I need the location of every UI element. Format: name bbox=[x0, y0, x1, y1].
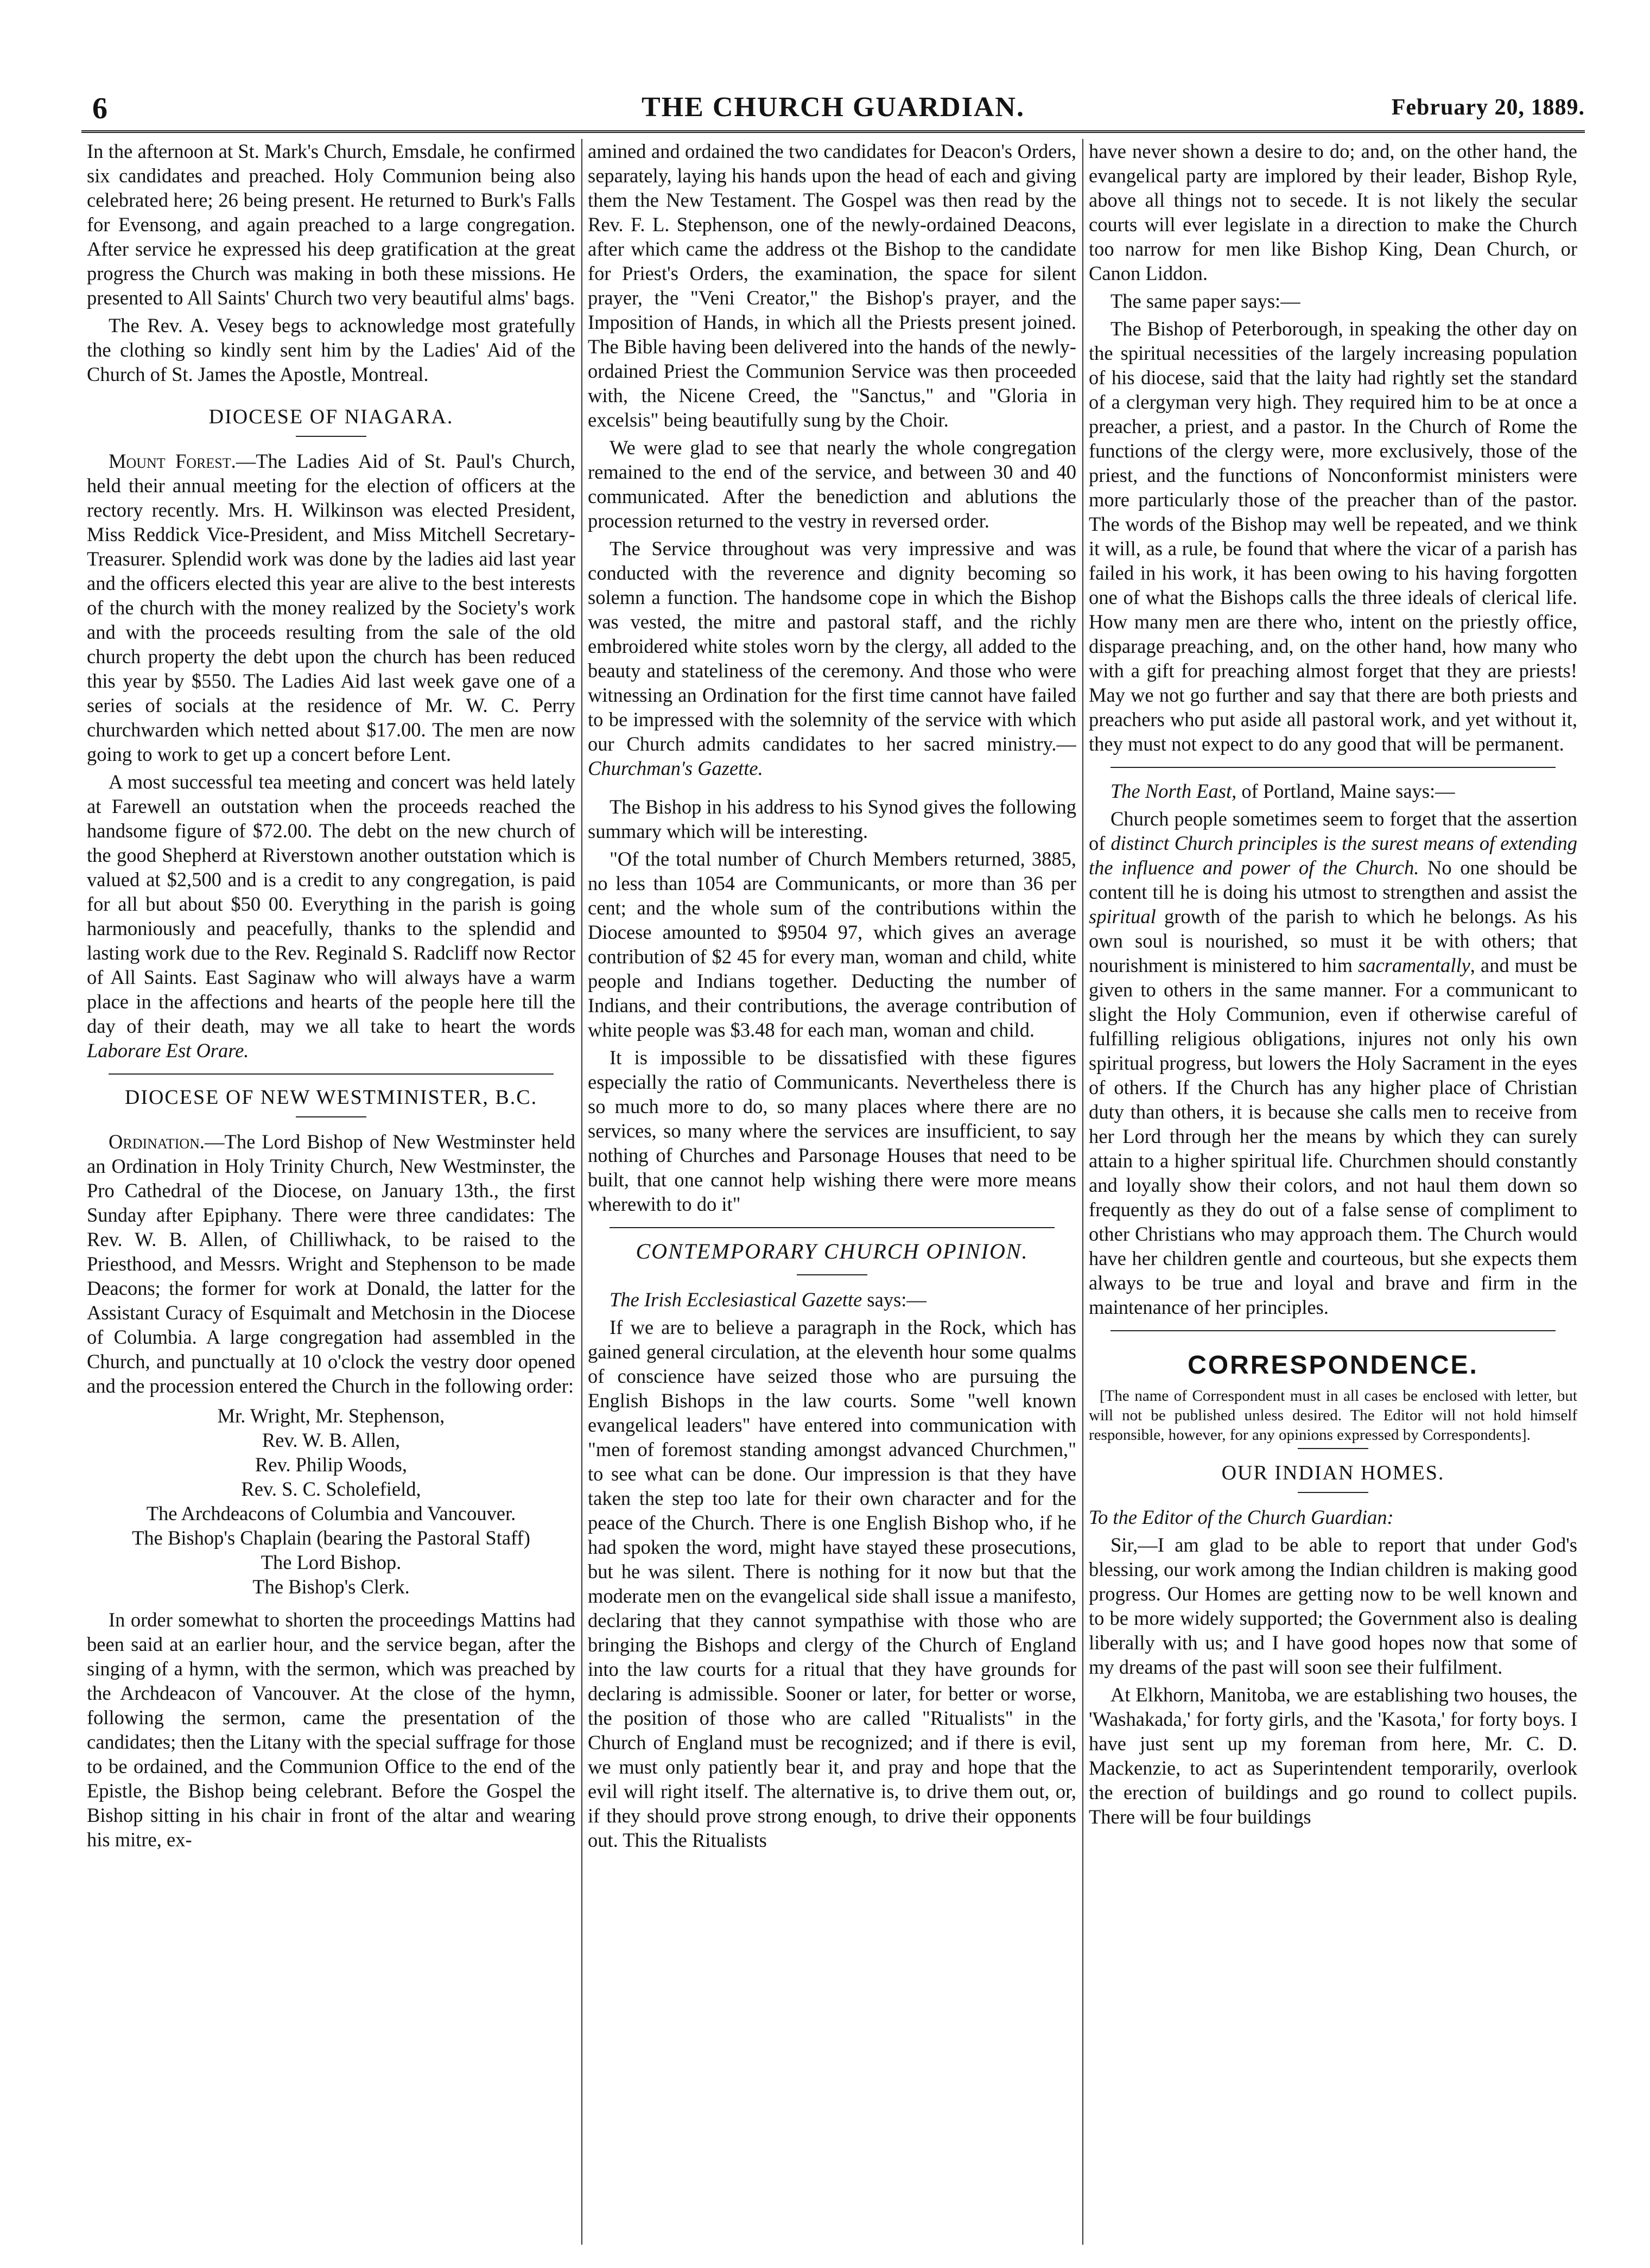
emphasis: distinct Church principles is the surest means of extending the influence and power of the Church. bbox=[1089, 832, 1577, 879]
paragraph: The same paper says:— bbox=[1110, 290, 1300, 312]
heading-rule bbox=[1298, 1492, 1368, 1493]
section-heading-niagara: DIOCESE OF NIAGARA. bbox=[208, 405, 454, 428]
paragraph-text: No one should be content till he is doing his utmost to strengthen and assist the bbox=[1089, 856, 1577, 903]
masthead bbox=[81, 87, 1585, 125]
motto: Laborare Est Orare. bbox=[87, 1039, 249, 1062]
paragraph bbox=[87, 770, 575, 1063]
paragraph-lead: Mount Forest. bbox=[109, 450, 236, 472]
procession-item: Rev. W. B. Allen, bbox=[262, 1429, 401, 1451]
procession-item: The Bishop's Chaplain (bearing the Pastoral Staff) bbox=[132, 1527, 530, 1549]
procession-item: Rev. Philip Woods, bbox=[255, 1453, 407, 1476]
paragraph: The Rev. A. Vesey begs to acknowledge most gratefully the clothing so kindly sent him by the Ladies' Aid of the Church of St. James the Apostle, Montreal. bbox=[87, 314, 575, 385]
salutation-text: To the Editor of the Church Guardian: bbox=[1089, 1506, 1394, 1528]
paragraph: Sir,—I am glad to be able to report that under God's blessing, our work among the Indian children is making good progress. Our Homes are getting now to be well known and to be more widely supported; the Government also is dealing liberally with us; and I have good hopes now that some of my dreams of the past will soon see their fulfilment. bbox=[1089, 1534, 1577, 1678]
paragraph: The Bishop of Peterborough, in speaking the other day on the spiritual necessities of the largely increasing population of his diocese, said that the laity had rightly set the standard of a clergyman very high. They required him to be at once a preacher, a priest, and a pastor. In the Church of Rome the functions of the clergy were, more exclusively, those of the priest, and the functions of Nonconformist ministers were more particularly those of the preacher than of the pastor. The words of the Bishop may well be repeated, and we think it will, as a rule, be found that where the vicar of a parish has failed in his work, it has been owing to his having forgotten one of what the Bishops calls the three ideals of clerical life. How many men are there who, intent on the priestly office, disparage preaching, and, on the other hand, how many who with a gift for preaching almost forget that they are priests! May we not go further and say that there are both priests and preachers who put aside all pastoral work, and yet without it, they must not expect to do any good that will be permanent. bbox=[1089, 317, 1577, 755]
paragraph-text: —The Lord Bishop of New Westminster held an Ordination in Holy Trinity Church, New Westminster, the Pro Cathedral of the Diocese, on January 13th., the first Sunday after Epiphany. There were three candidates: The Rev. W. B. Allen, of Chilliwhack, to be raised to the Priesthood, and Messrs. Wright and Stephenson to be made Deacons; the former for work at Donald, the latter for the Assistant Curacy of Esquimalt and Metchosin in the Diocese of Columbia. A large congregation had assembled in the Church, and punctually at 10 o'clock the vestry door opened and the procession entered the Church in the following order: bbox=[87, 1130, 575, 1397]
paragraph-text: —The Ladies Aid of St. Paul's Church, held their annual meeting for the election of officers at the rectory recently. Mrs. H. Wilkinson was elected President, Miss Reddick Vice-President, and Miss Mitchell Secretary-Treasurer. Splendid work was done by the ladies aid last year and the officers elected this year are alive to the best interests of the church with the money realized by the Society's work and with the proceeds resulting from the sale of the old church property the debt upon the church has been reduced this year by $550. The Ladies Aid last week gave one of a series of socials at the residence of Mr. W. C. Perry churchwarden which netted about $17.00. The men are now going to work to get up a concert before Lent. bbox=[87, 450, 575, 765]
paragraph: The Bishop in his address to his Synod gives the following summary which will be interesting. bbox=[588, 796, 1076, 842]
procession-item: Mr. Wright, Mr. Stephenson, bbox=[217, 1405, 445, 1427]
salutation bbox=[1089, 1505, 1577, 1529]
heading-rule bbox=[296, 436, 366, 437]
paragraph-text: Church people sometimes seem to forget that the assertion of bbox=[1089, 808, 1577, 854]
paragraph-lead: Ordination. bbox=[109, 1130, 205, 1153]
section-heading-correspondence: CORRESPONDENCE. bbox=[1188, 1351, 1478, 1380]
heading-rule bbox=[296, 1116, 366, 1117]
paragraph-text: The Service throughout was very impressive and was conducted with the reverence and dignity becoming so solemn a function. The handsome cope in which the Bishop was vested, the mitre and pastoral staff, and the richly embroidered white stoles worn by the clergy, all added to the beauty and stateliness of the ceremony. And those who were witnessing an Ordination for the first time cannot have failed to be impressed with the solemnity of the service with which our Church admits candidates to her sacred ministry.— bbox=[588, 537, 1076, 755]
emphasis: spiritual bbox=[1089, 905, 1156, 927]
column-divider bbox=[581, 139, 582, 2245]
paragraph bbox=[87, 1129, 575, 1398]
paragraph: have never shown a desire to do; and, on the other hand, the evangelical party are implored by their leader, Bishop Ryle, above all things not to secede. It is not likely the secular courts will ever legislate in a direction to make the Church too narrow for men like Bishop King, Dean Church, or Canon Liddon. bbox=[1089, 140, 1577, 284]
section-rule bbox=[1110, 1330, 1556, 1331]
heading-rule bbox=[1298, 1448, 1368, 1449]
emphasis: sacramentally bbox=[1358, 954, 1470, 976]
paragraph bbox=[1089, 806, 1577, 1319]
paragraph-text: , and must be given to others in the same manner. For a communicant to slight the Holy Communion, even if otherwise careful of fulfilling religious obligations, injures not only his own spiritual progress, but lowers the Holy Sacrament in the eyes of others. If the Church has any higher place of Christian duty than others, it is because she calls men to receive from her Lord through her the means by which they can surely attain to a higher spiritual life. Churchmen should constantly and loyally show their colors, and not haul them down so frequently as they do out of a false sense of compliment to other Christians who may approach them. The Church would have her children gentle and courteous, but she expects them always to be true and loyal and brave and firm in the maintenance of her principles. bbox=[1089, 954, 1577, 1318]
source-citation: The North East, bbox=[1110, 780, 1237, 802]
procession-item: The Lord Bishop. bbox=[261, 1551, 402, 1573]
paragraph: "Of the total number of Church Members returned, 3885, no less than 1054 are Communicants, or more than 36 per cent; and the whole sum of the contributions within the Diocese amounted to $9504 97, which gives an average contribution of $2 45 for every man, woman and child, white people and Indians together. Deducting the number of Indians, and their contributions, the average contribution of white people was $3.48 for each man, woman and child. bbox=[588, 848, 1076, 1041]
column-3 bbox=[1089, 139, 1577, 2245]
paragraph: At Elkhorn, Manitoba, we are establishing two houses, the 'Washakada,' for forty girls, and the 'Kasota,' for forty boys. I have just sent up my foreman from here, Mr. C. D. Mackenzie, to act as Superintendent temporarily, overlook the erection of buildings and go round to collect pupils. There will be four buildings bbox=[1089, 1683, 1577, 1828]
section-heading-opinion: CONTEMPORARY CHURCH OPINION. bbox=[636, 1239, 1029, 1263]
paragraph bbox=[1089, 779, 1577, 803]
paragraph: amined and ordained the two candidates for Deacon's Orders, separately, laying his hands upon the head of each and giving them the New Testament. The Gospel was then read by the Rev. F. L. Stephenson, one of the newly-ordained Deacons, after which came the address ot the Bishop to the candidate for Priest's Orders, the examination, the space for silent prayer, the "Veni Creator," the Bishop's prayer, and the Imposition of Hands, in which all the Priests present joined. The Bible having been delivered into the hands of the newly-ordained Priest the Communion Service was then proceeded with, the Nicene Creed, the "Sanctus," and "Gloria in excelsis" being beautifully sung by the Choir. bbox=[588, 140, 1076, 431]
procession-list bbox=[87, 1403, 575, 1599]
procession-item: The Archdeacons of Columbia and Vancouver. bbox=[146, 1502, 516, 1524]
procession-item: The Bishop's Clerk. bbox=[252, 1575, 410, 1598]
paragraph: It is impossible to be dissatisfied with these figures especially the ratio of Communicants. Nevertheless there is so much more to do, so many places where there are no services, so many where the services are insufficient, to say nothing of Churches and Parsonage Houses that need to be built, that one cannot help wishing there were more means wherewith to do it" bbox=[588, 1046, 1076, 1215]
paragraph-text: of Portland, Maine says:— bbox=[1236, 780, 1455, 802]
paragraph: We were glad to see that nearly the whole congregation remained to the end of the service, and between 30 and 40 communicated. After the benediction and ablutions the procession returned to the vestry in reversed order. bbox=[588, 436, 1076, 532]
source-citation: The Irish Ecclesiastical Gazette bbox=[610, 1288, 862, 1311]
paragraph: In the afternoon at St. Mark's Church, Emsdale, he confirmed six candidates and preached. Holy Communion being also celebrated here; 26 being present. He returned to Burk's Falls for Evensong, and again preached to a large congregation. After service he expressed his deep gratification at the great progress the Church was making in both these missions. He presented to All Saints' Church two very beautiful alms' bags. bbox=[87, 140, 575, 309]
editor-note: [The name of Correspondent must in all cases be enclosed with letter, but will not be published unless desired. The Editor will not hold himself responsible, however, for any opinions expressed by Correspondents]. bbox=[1089, 1387, 1577, 1444]
section-rule bbox=[610, 1227, 1055, 1228]
source-citation: Churchman's Gazette. bbox=[588, 757, 763, 779]
paragraph-text: A most successful tea meeting and concert was held lately at Farewell an outstation when the proceeds reached the handsome figure of $72.00. The debt on the new church of the good Shepherd at Riverstown another outstation which is valued at $2,500 and is a credit to any congregation, is paid for all but about $50 00. Everything in the parish is going harmoniously and peacefully, thanks to the splendid and lasting work due to the Rev. Reginald S. Radcliff now Rector of All Saints. East Saginaw who will always have a warm place in the affections and hearts of the people here till the day of their death, may we all take to heart the words bbox=[87, 771, 575, 1037]
paragraph bbox=[588, 536, 1076, 780]
section-rule bbox=[1110, 767, 1556, 768]
column-2 bbox=[588, 139, 1076, 2245]
paragraph-text: says:— bbox=[862, 1288, 926, 1311]
column-divider bbox=[1082, 139, 1083, 2245]
paragraph bbox=[87, 449, 575, 766]
paragraph-text: growth of the parish to which he belongs. As his own soul is nourished, so must it be with others; that nourishment is ministered to him bbox=[1089, 905, 1577, 976]
column-1 bbox=[87, 139, 575, 2245]
masthead-rule bbox=[81, 130, 1585, 135]
section-rule bbox=[109, 1073, 554, 1075]
issue-date: February 20, 1889. bbox=[1391, 95, 1585, 120]
page-number: 6 bbox=[92, 92, 107, 125]
section-heading-westminster: DIOCESE OF NEW WESTMINISTER, B.C. bbox=[124, 1086, 538, 1109]
paragraph: If we are to believe a paragraph in the Rock, which has gained general circulation, at the eleventh hour some qualms of conscience have seized those who are pursuing the English Bishops in the law courts. Some "well known evangelical leaders" have entered into communication with "men of foremost standing amongst advanced Churchmen," to see what can be done. Our impression is that they have taken the step too late for their own character and for the peace of the Church. There is one English Bishop who, if he had spoken the word, might have stayed these prosecutions, but he was silent. There is nothing for it now but that the moderate men on the evangelical side shall issue a manifesto, declaring that they cannot sympathise with those who are bringing the Bishops and clergy of the Church of England into the law courts for a ritual that they have grounds for declaring is admissible. Sooner or later, for better or worse, the position of those who are called "Ritualists" in the Church of England must be recognized; and if there is evil, we must only patiently bear it, and pray and hope that the evil will right itself. The alternative is, to drive them out, or, if they should prove strong enough, to drive their opponents out. This the Ritualists bbox=[588, 1316, 1076, 1851]
paragraph bbox=[588, 1287, 1076, 1312]
newspaper-title: THE CHURCH GUARDIAN. bbox=[642, 92, 1025, 123]
section-heading-indian-homes: OUR INDIAN HOMES. bbox=[1221, 1462, 1445, 1484]
procession-item: Rev. S. C. Scholefield, bbox=[241, 1478, 421, 1500]
paragraph: In order somewhat to shorten the proceedings Mattins had been said at an earlier hour, and the service began, after the singing of a hymn, with the sermon, which was preached by the Archdeacon of Vancouver. At the close of the hymn, following the sermon, came the presentation of the candidates; then the Litany with the special suffrage for those to be ordained, and the Communion Office to the end of the Epistle, the Bishop being celebrant. Before the Gospel the Bishop sitting in his chair in front of the altar and wearing his mitre, ex- bbox=[87, 1609, 575, 1851]
heading-rule bbox=[797, 1274, 867, 1275]
